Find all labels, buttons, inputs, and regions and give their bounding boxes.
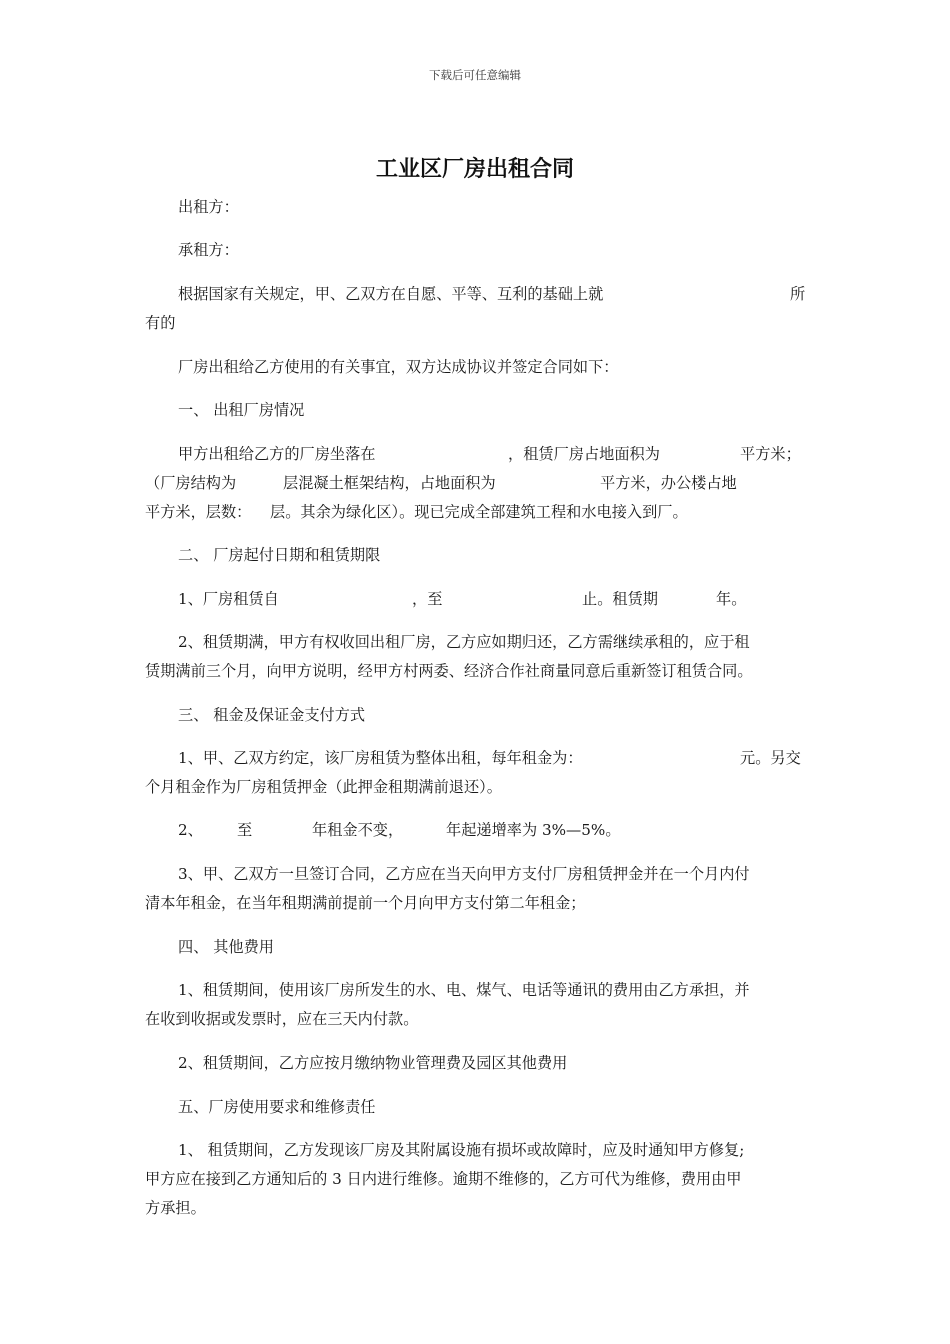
clause-text: 2、租赁期满，甲方有权收回出租厂房，乙方应如期归还，乙方需继续承租的，应于租 bbox=[178, 633, 750, 651]
clause-text: 甲方出租给乙方的厂房坐落在 bbox=[178, 445, 376, 463]
clause-text: 层。其余为绿化区）。现已完成全部建筑工程和水电接入到厂。 bbox=[270, 503, 688, 521]
clause-text: 年起递增率为 3%—5%。 bbox=[446, 821, 621, 839]
section-heading: 三、 租金及保证金支付方式 bbox=[178, 706, 366, 724]
clause-text: 1、 租赁期间，乙方发现该厂房及其附属设施有损坏或故障时，应及时通知甲方修复; bbox=[178, 1141, 745, 1159]
intro-text: 根据国家有关规定，甲、乙双方在自愿、平等、互利的基础上就 bbox=[178, 285, 604, 303]
clause-text: 年。 bbox=[716, 590, 747, 608]
clause-text: 1、厂房租赁自 bbox=[178, 590, 279, 608]
section-heading: 五、厂房使用要求和维修责任 bbox=[178, 1098, 376, 1116]
page-title: 工业区厂房出租合同 bbox=[375, 157, 574, 182]
clause-text: 在收到收据或发票时，应在三天内付款。 bbox=[145, 1010, 419, 1028]
clause-text: ，租赁厂房占地面积为 bbox=[508, 445, 660, 463]
intro-text: 所 bbox=[790, 285, 806, 303]
clause-text: 平方米； bbox=[740, 445, 801, 463]
clause-text: 2、 bbox=[178, 821, 203, 839]
clause-text: 元。另交 bbox=[740, 749, 801, 767]
clause-text: 赁期满前三个月，向甲方说明，经甲方村两委、经济合作社商量同意后重新签订租赁合同。 bbox=[145, 662, 753, 680]
clause-text: 1、甲、乙双方约定，该厂房租赁为整体出租，每年租金为： bbox=[178, 749, 583, 767]
clause-text: （厂房结构为 bbox=[145, 474, 237, 492]
clause-text: 止。租赁期 bbox=[582, 590, 658, 608]
clause-text: 3、甲、乙双方一旦签订合同，乙方应在当天向甲方支付厂房租赁押金并在一个月内付 bbox=[178, 865, 750, 883]
clause-text: 年租金不变， bbox=[312, 821, 404, 839]
lessee-line: 承租方： bbox=[178, 241, 239, 259]
clause-text: 2、租赁期间，乙方应按月缴纳物业管理费及园区其他费用 bbox=[178, 1054, 568, 1072]
intro-text: 厂房出租给乙方使用的有关事宜，双方达成协议并签定合同如下： bbox=[178, 358, 619, 376]
clause-text: 方承担。 bbox=[145, 1199, 206, 1217]
clause-text: 平方米，办公楼占地 bbox=[600, 474, 737, 492]
header-note: 下载后可任意编辑 bbox=[429, 68, 521, 82]
section-heading: 二、 厂房起付日期和租赁期限 bbox=[178, 546, 381, 564]
clause-text: 层混凝土框架结构，占地面积为 bbox=[283, 474, 496, 492]
section-heading: 一、 出租厂房情况 bbox=[178, 401, 305, 419]
section-heading: 四、 其他费用 bbox=[178, 938, 274, 956]
clause-text: ，至 bbox=[412, 590, 443, 608]
clause-text: 个月租金作为厂房租赁押金（此押金租期满前退还）。 bbox=[145, 778, 502, 796]
clause-text: 至 bbox=[237, 821, 253, 839]
intro-text: 有的 bbox=[145, 314, 176, 332]
clause-text: 平方米，层数： bbox=[145, 503, 252, 521]
lessor-line: 出租方： bbox=[178, 198, 239, 216]
clause-text: 1、租赁期间，使用该厂房所发生的水、电、煤气、电话等通讯的费用由乙方承担，并 bbox=[178, 981, 750, 999]
clause-text: 甲方应在接到乙方通知后的 3 日内进行维修。逾期不维修的，乙方可代为维修，费用由甲 bbox=[145, 1170, 742, 1188]
clause-text: 清本年租金，在当年租期满前提前一个月向甲方支付第二年租金； bbox=[145, 894, 586, 912]
